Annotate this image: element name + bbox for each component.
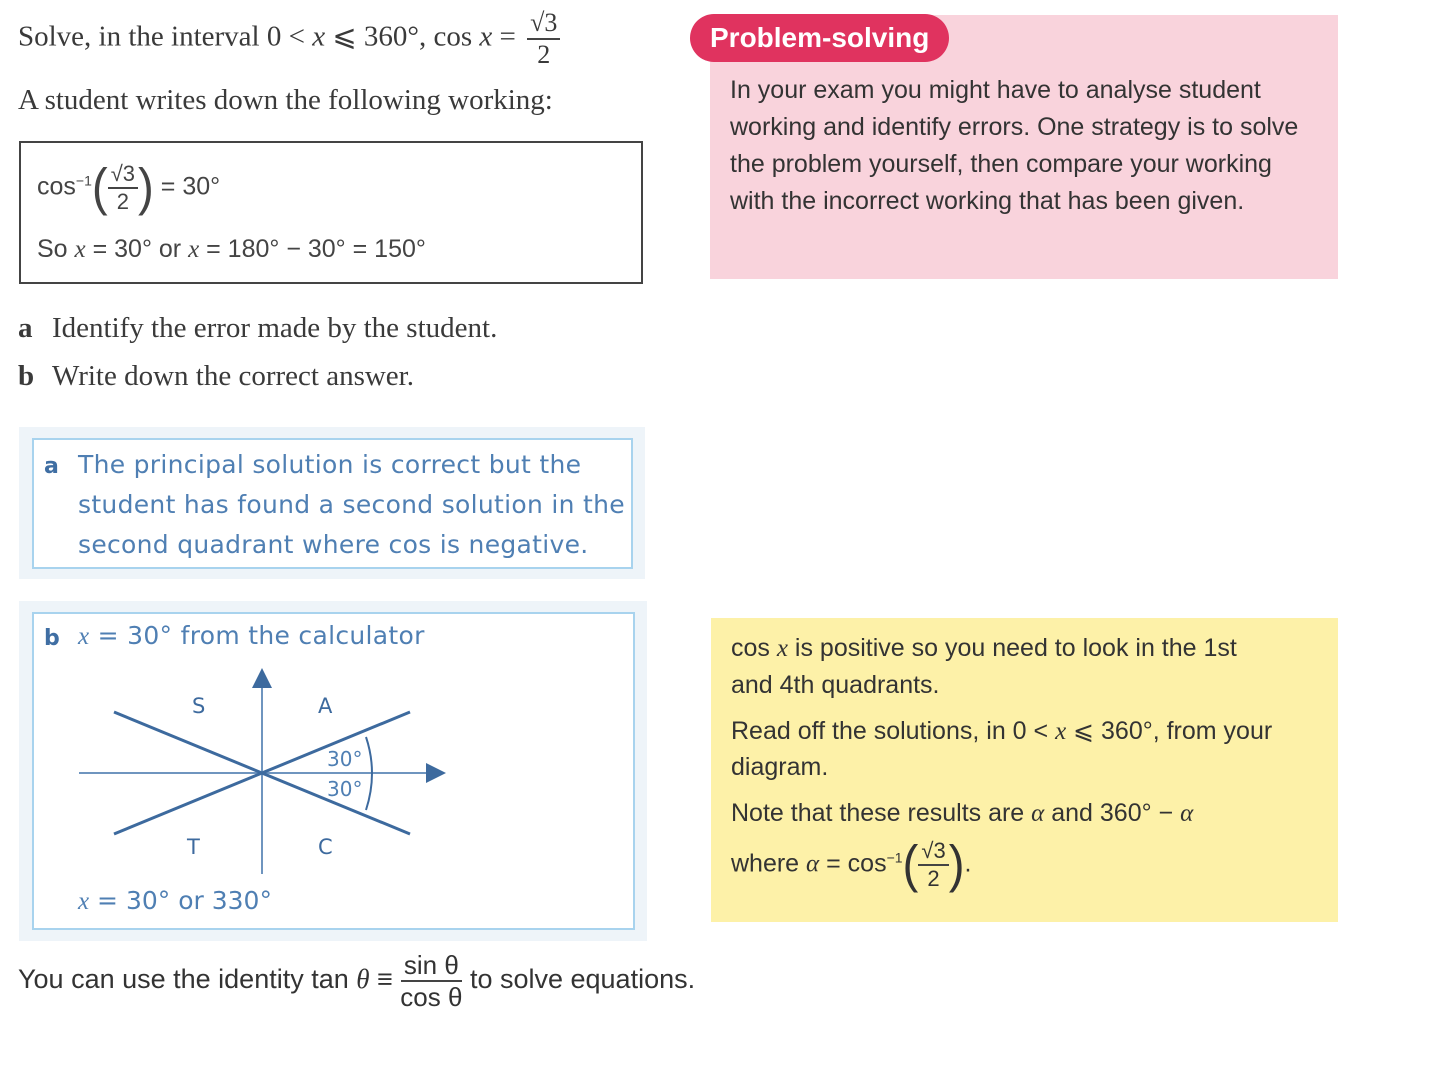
angle-label-top: 30° [327,747,363,771]
identity-equiv: ≡ [369,964,401,995]
note-line-5 [731,799,1193,828]
quadrant-t: T [187,835,200,859]
question-prefix: Solve, in the interval 0 < [18,20,313,53]
problem-solving-tag: Problem-solving [690,14,949,62]
note-text: cos [731,634,777,662]
identity-prefix: You can use the identity tan [18,964,357,995]
note-fraction [918,840,948,890]
identity-fraction [400,952,462,1010]
sw-fraction [108,163,138,213]
note-line-3 [731,716,1272,746]
part-a-text: Identify the error made by the student. [52,312,498,344]
note-paren-open: ( [902,835,919,894]
part-b-label: b [18,360,35,392]
quadrant-a: A [318,694,333,718]
identity-frac-den: cos θ [400,982,463,1012]
sw2-x2: x [188,236,200,263]
solution-b-box [32,612,635,930]
question-equals: = [492,20,524,53]
quadrant-s: S [192,694,206,718]
part-a-label: a [18,312,33,344]
solution-a-line: second quadrant where cos is negative. [78,530,589,559]
solution-b-panel [19,601,647,941]
sw-paren-close: ) [138,158,154,217]
note-frac-num: √3 [918,840,948,866]
problem-solving-text: In your exam you might have to analyse student working and identify errors. One strategy is to solve the problem yourself, then compare your working with the incorrect working that has been given. [730,76,1299,215]
solution-a-line: The principal solution is correct but the [78,450,582,479]
note-alpha: α [1180,800,1194,827]
note-alpha: α [1031,800,1045,827]
sol-b-x: x [78,623,90,650]
solution-a-panel [19,427,645,579]
solution-a-box [32,438,633,569]
solution-a-line: student has found a second solution in the [78,490,625,519]
cast-diagram [34,614,637,932]
solution-b-label: b [44,626,60,651]
solution-b-answer [78,886,272,916]
part-b-text: Write down the correct answer. [52,360,414,392]
note-line-2: and 4th quadrants. [731,671,940,699]
sw-cos: cos [37,172,76,201]
identity-frac-num: sin θ [401,952,462,982]
sw-paren-open: ( [91,158,108,217]
identity-suffix: to solve equations. [462,964,696,995]
sw2-so: So [37,235,75,263]
student-working-line2 [37,235,426,264]
note-frac-den: 2 [927,866,940,891]
sw-frac-den: 2 [116,189,129,214]
question-frac-num: √3 [527,10,560,40]
student-working-line1 [37,158,221,217]
sw2-mid: = 30° or [85,235,189,263]
note-text: is positive so you need to look in the 1st [787,634,1237,662]
sw2-x: x [74,236,86,263]
note-paren-close: ) [948,835,965,894]
question-var-x: x [312,20,326,53]
note-sup: −1 [886,849,903,866]
note-line-4: diagram. [731,753,829,781]
identity-theta: θ [356,964,370,995]
sw-sup: −1 [75,172,92,189]
question-statement [18,10,560,68]
working-intro: A student writes down the following working: [18,84,553,116]
quadrant-c: C [318,835,333,859]
student-working-box [19,141,643,284]
note-line-1 [731,634,1237,663]
solution-a-label: a [44,454,59,479]
sol-b-line1-rest: = 30° from the calculator [89,621,425,650]
sw2-end: = 180° − 30° = 150° [199,235,426,263]
angle-label-bottom: 30° [327,777,363,801]
note-alpha: α [806,850,820,878]
note-var-x: x [1055,718,1067,745]
note-text: and 360° − [1044,799,1181,827]
note-text: = cos [819,849,887,878]
note-text: Read off the solutions, in 0 < [731,717,1056,745]
note-text: where [731,849,807,878]
question-fraction [527,10,560,68]
question-part-b [18,360,414,393]
identity-statement [18,952,695,1010]
question-var-x2: x [479,20,493,53]
note-text: ⩽ 360°, from your [1066,717,1273,745]
sw-frac-num: √3 [108,163,138,189]
note-var-x: x [776,635,788,662]
note-box [711,618,1338,922]
question-frac-den: 2 [537,40,551,69]
sol-b-answer-rest: = 30° or 330° [89,886,272,915]
note-text: Note that these results are [731,799,1032,827]
solution-a-text [78,445,625,565]
note-end: . [964,849,972,878]
sol-b-answer-x: x [78,888,90,915]
sw-rhs: = 30° [160,172,221,201]
question-part-a [18,312,497,345]
note-line-6 [731,835,972,894]
question-interval-end: ⩽ 360°, cos [325,20,480,53]
